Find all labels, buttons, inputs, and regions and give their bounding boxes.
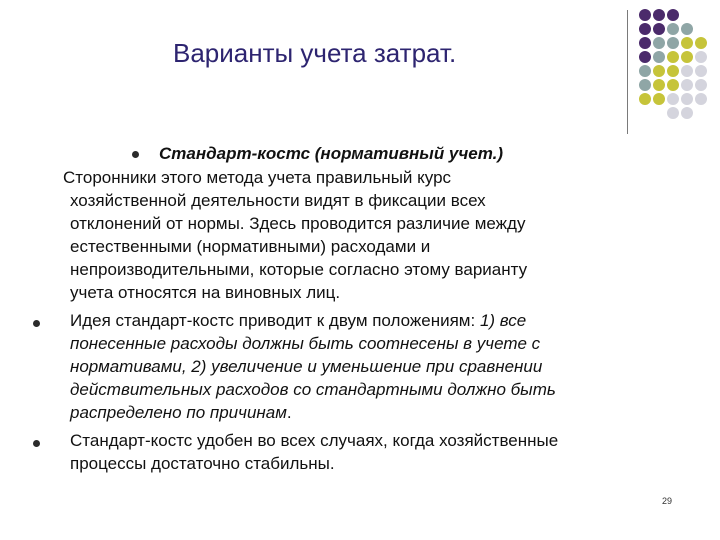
bullet-italic-text: распределено по причинам: [70, 403, 287, 422]
bullet-line: [70, 403, 292, 423]
bullet-line: понесенные расходы должны быть соотнесены в учете с: [70, 334, 541, 353]
slide-title: Варианты учета затрат.: [173, 38, 457, 68]
bullet-line: [70, 311, 526, 331]
bullet-end-punct: .: [286, 403, 292, 422]
paragraph-line: Сторонники этого метода учета правильный курс: [63, 168, 452, 187]
bullet-line: действительных расходов со стандартными должно быть: [70, 380, 556, 399]
bullet-dot: [132, 151, 139, 158]
paragraph-line: учета относятся на виновных лиц.: [70, 283, 341, 302]
bullet-italic-text: 1) все: [479, 311, 527, 330]
bullet-dot: [33, 440, 40, 447]
bullet-line: Стандарт-костс удобен во всех случаях, когда хозяйственные: [70, 431, 559, 450]
paragraph-line: отклонений от нормы. Здесь проводится различие между: [70, 214, 526, 233]
bullet-line: нормативами, 2) увеличение и уменьшение при сравнении: [70, 357, 543, 376]
page-number: 29: [662, 496, 673, 506]
paragraph-line: естественными (нормативными) расходами и: [70, 237, 431, 256]
bullet-line: процессы достаточно стабильны.: [70, 454, 335, 473]
paragraph-line: непроизводительными, которые согласно этому варианту: [70, 260, 528, 279]
paragraph-line: хозяйственной деятельности видят в фиксации всех: [70, 191, 486, 210]
bullet-dot: [33, 320, 40, 327]
bullet-lead-text: Идея стандарт-костс приводит к двум положениям:: [70, 311, 480, 330]
bullet-heading: Стандарт-костс (нормативный учет.): [159, 144, 504, 163]
